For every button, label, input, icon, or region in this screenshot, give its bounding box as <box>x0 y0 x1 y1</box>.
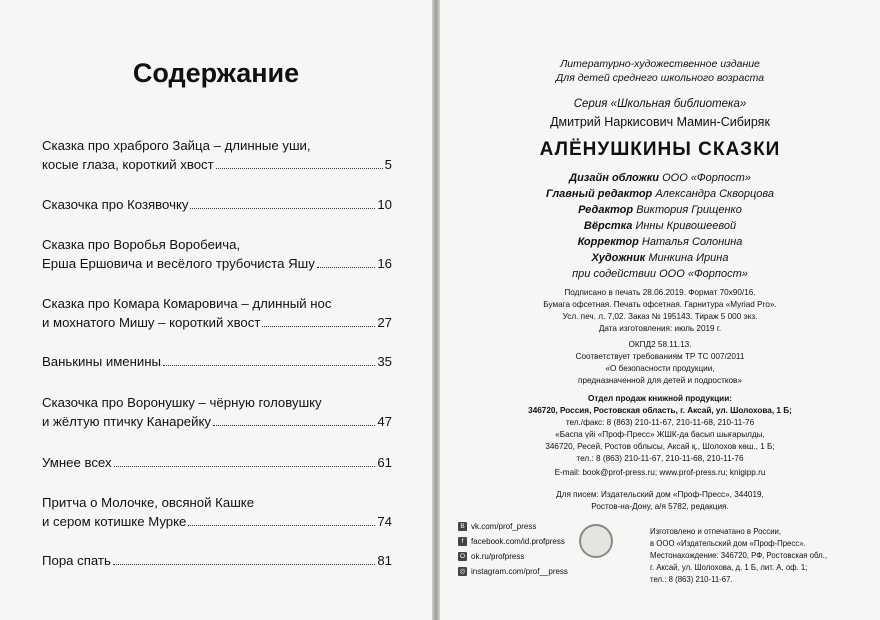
author-name: Дмитрий Наркисович Мамин-Сибиряк <box>550 115 770 129</box>
sales-line: 346720, Ресей, Ростов облысы, Аксай қ., Шолохов көш., 1 Б; <box>545 442 775 451</box>
toc-page-number: 81 <box>377 553 392 568</box>
toc-entry-line: Сказка про Комара Комаровича – длинный нос <box>42 296 332 311</box>
credit-line: Корректор Наталья Солонина <box>577 236 743 248</box>
toc-entry-line: Сказка про Воробья Воробеича, <box>42 237 241 252</box>
social-link-text: instagram.com/prof__press <box>471 567 568 576</box>
toc-entry-line: и жёлтую птичку Канарейку <box>42 414 211 429</box>
toc-entry-1[interactable] <box>42 136 392 174</box>
toc-title: Содержание <box>132 58 300 88</box>
credit-line: Вёрстка Инны Кривошеевой <box>583 220 737 232</box>
dot-leader <box>190 207 375 209</box>
support-line: при содействии ООО «Форпост» <box>572 268 748 280</box>
okpd-line: ОКПД2 58.11.13. <box>628 340 692 349</box>
social-link-vk[interactable] <box>458 520 536 533</box>
compliance-line: предназначенной для детей и подростков» <box>578 376 742 385</box>
print-info-line: Дата изготовления: июль 2019 г. <box>598 324 722 333</box>
social-link-odnoklassniki[interactable] <box>458 550 524 563</box>
sales-line: тел./факс: 8 (863) 210-11-67, 210-11-68, 210-11-76 <box>565 418 755 427</box>
printed-line: г. Аксай, ул. Шолохова, д. 1 Б, лит. А, оф. 1; <box>650 563 808 572</box>
sales-line: тел.: 8 (863) 210-11-67, 210-11-68, 210-11-76 <box>576 454 744 463</box>
toc-page-number: 27 <box>377 315 392 330</box>
social-link-text: facebook.com/id.profpress <box>471 537 565 546</box>
toc-entry-6[interactable] <box>42 393 392 431</box>
toc-entry-line: Пора спать <box>42 553 111 568</box>
dot-leader <box>114 465 376 467</box>
vk-icon: В <box>458 522 467 531</box>
toc-entry-line: Сказочка про Воронушку – чёрную головушку <box>42 395 322 410</box>
toc-entry-line: Ерша Ершовича и весёлого трубочиста Яшу <box>42 256 315 271</box>
instagram-icon: ◎ <box>459 568 466 575</box>
toc-page-number: 61 <box>377 455 392 470</box>
toc-page-number: 74 <box>377 514 392 529</box>
facebook-icon: f <box>458 537 467 546</box>
social-link-instagram[interactable] <box>458 565 568 578</box>
dot-leader <box>188 524 375 526</box>
printed-line: тел.: 8 (863) 210-11-67. <box>650 575 733 584</box>
sales-heading: Отдел продаж книжной продукции: <box>588 394 732 403</box>
letters-line: Для писем: Издательский дом «Проф-Пресс», 344019, <box>556 490 764 499</box>
odnoklassniki-icon: О <box>459 553 466 560</box>
toc-entry-7[interactable] <box>42 453 392 472</box>
audience-line: Для детей среднего школьного возраста <box>555 72 765 84</box>
dot-leader <box>262 325 375 327</box>
compliance-line: «О безопасности продукции, <box>605 364 715 373</box>
printed-line: Местонахождение: 346720, РФ, Ростовская обл., <box>650 551 827 560</box>
toc-entry-line: Умнее всех <box>42 455 112 470</box>
toc-page-number: 35 <box>377 354 392 369</box>
toc-entry-5[interactable] <box>42 352 392 371</box>
publisher-logo-icon <box>579 524 613 558</box>
dot-leader <box>213 424 375 426</box>
series-line: Серия «Школьная библиотека» <box>573 98 747 110</box>
toc-entry-4[interactable] <box>42 294 392 332</box>
book-gutter <box>432 0 440 620</box>
toc-page-number: 10 <box>377 197 392 212</box>
toc-entry-line: косые глаза, короткий хвост <box>42 157 214 172</box>
credit-line: Художник Минкина Ирина <box>591 252 729 264</box>
toc-entry-8[interactable] <box>42 493 392 531</box>
toc-entry-line: Притча о Молочке, овсяной Кашке <box>42 495 255 510</box>
toc-entry-line: и сером котишке Мурке <box>42 514 187 529</box>
dot-leader <box>317 266 376 268</box>
dot-leader <box>113 563 375 565</box>
toc-entry-line: Сказочка про Козявочку <box>42 197 189 212</box>
printed-line: в ООО «Издательский дом «Проф-Пресс». <box>650 539 806 548</box>
email-line[interactable]: E-mail: book@prof-press.ru; www.prof-press.ru; knigipp.ru <box>554 468 766 477</box>
social-link-text: vk.com/prof_press <box>471 522 537 531</box>
letters-line: Ростов-на-Дону, а/я 5782, редакция. <box>591 502 729 511</box>
social-link-facebook[interactable] <box>458 535 565 548</box>
sales-line: «Баспа үйі «Проф-Пресс» ЖШК-да басып шығарылды, <box>555 430 765 439</box>
credit-line: Редактор Виктория Грищенко <box>578 204 742 216</box>
print-info-line: Подписано в печать 28.06.2019. Формат 70х90/16. <box>564 288 756 297</box>
credit-line: Дизайн обложки ООО «Форпост» <box>569 172 751 184</box>
toc-entry-line: Ванькины именины <box>42 354 162 369</box>
toc-entry-line: Сказка про храброго Зайца – длинные уши, <box>42 138 311 153</box>
toc-entry-line: и мохнатого Мишу – короткий хвост <box>42 315 261 330</box>
credit-line: Главный редактор Александра Скворцова <box>545 188 775 200</box>
social-link-text: ok.ru/profpress <box>471 552 525 561</box>
toc-page-number: 5 <box>384 157 392 172</box>
compliance-line: Соответствует требованиям ТР ТС 007/2011 <box>575 352 745 361</box>
print-info-line: Усл. печ. л. 7,02. Заказ № 195143. Тираж 5 000 экз. <box>562 312 758 321</box>
toc-entry-9[interactable] <box>42 551 392 570</box>
genre-line: Литературно-художественное издание <box>560 58 760 70</box>
book-title: АЛЁНУШКИНЫ СКАЗКИ <box>539 139 781 160</box>
dot-leader <box>163 364 375 366</box>
toc-entry-2[interactable] <box>42 195 392 214</box>
toc-entry-3[interactable] <box>42 235 392 273</box>
print-info-line: Бумага офсетная. Печать офсетная. Гарнитура «Myriad Pro». <box>543 300 777 309</box>
sales-address: 346720, Россия, Ростовская область, г. Аксай, ул. Шолохова, 1 Б; <box>528 406 792 415</box>
printed-line: Изготовлено и отпечатано в России, <box>650 527 782 536</box>
toc-page-number: 16 <box>377 256 392 271</box>
toc-page-number: 47 <box>377 414 392 429</box>
dot-leader <box>216 167 383 169</box>
